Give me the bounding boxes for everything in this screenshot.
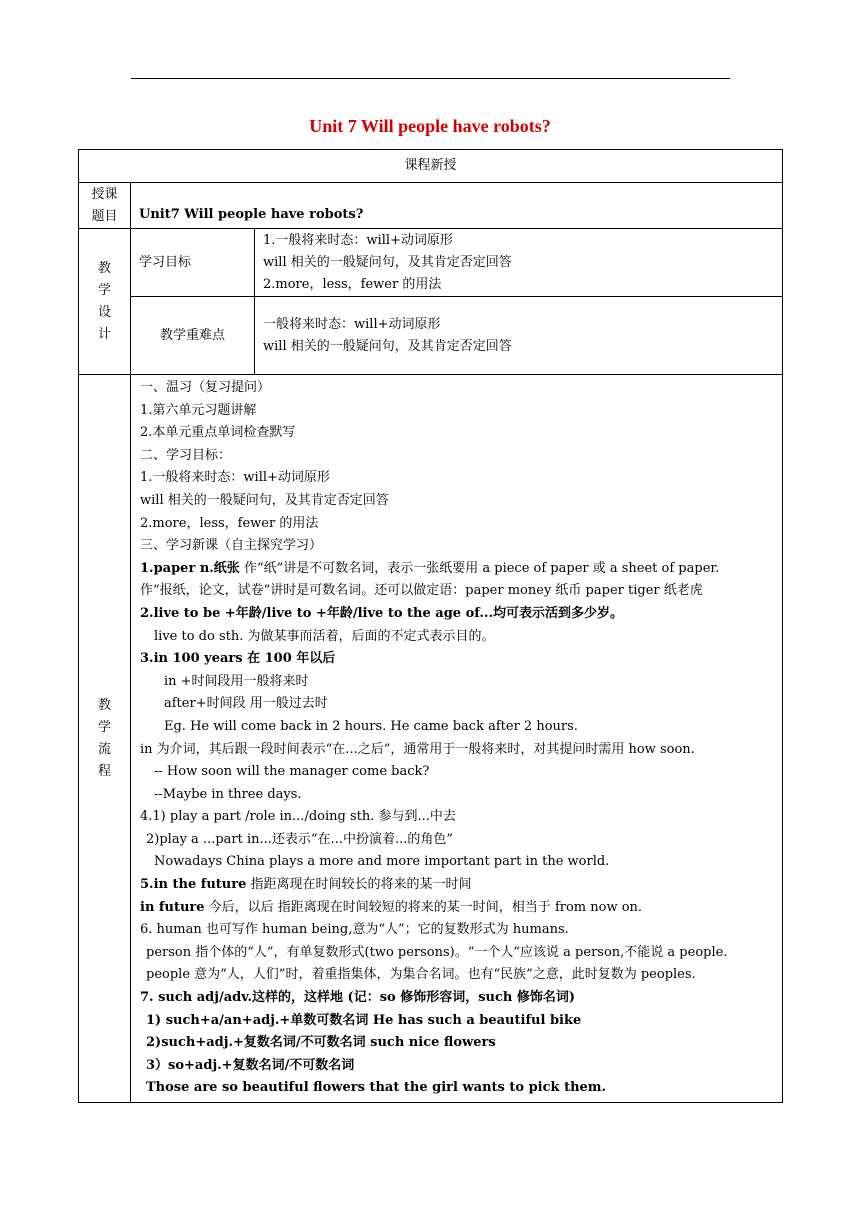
document-title: Unit 7 Will people have robots?: [309, 116, 551, 136]
topic-label-line-1: 授课: [91, 186, 118, 202]
design-label: [79, 229, 131, 375]
design-label-char: 教: [97, 260, 111, 276]
process-line: 3）so+adj.+复数名词/不可数名词: [146, 1057, 355, 1073]
key-point-line: will 相关的一般疑问句，及其肯定否定回答: [263, 338, 512, 354]
process-line: 1.第六单元习题讲解: [140, 402, 257, 418]
process-label: [79, 375, 131, 1103]
process-line: 一、温习（复习提问）: [140, 380, 271, 395]
process-line: 2.本单元重点单词检查默写: [140, 425, 296, 441]
process-line: after+时间段 用一般过去时: [164, 696, 328, 712]
key-point-line: 一般将来时态：will+动词原形: [263, 316, 441, 332]
process-line: person 指个体的“人”，有单复数形式(two persons)。“一个人”应该说 a person,不能说 a people.: [146, 944, 728, 960]
process-label-char: 教: [97, 697, 111, 713]
process-line: 三、学习新课（自主探究学习）: [140, 538, 323, 554]
process-line: [140, 874, 778, 897]
objective-line: 1.一般将来时态：will+动词原形: [263, 232, 453, 248]
process-line-rest: 今后，以后 指距离现在时间较短的将来的某一时间，相当于 from now on.: [204, 899, 643, 915]
objectives-content: [255, 229, 783, 297]
process-line-lead: 1.paper n.纸张: [140, 560, 240, 576]
process-line-rest: 作“纸”讲是不可数名词，表示一张纸要用 a piece of paper 或 a sheet of paper.: [239, 560, 720, 576]
process-line: in +时间段用一般将来时: [164, 673, 309, 689]
process-label-char: 程: [97, 763, 111, 779]
process-line: 2)play a ...part in...还表示“在...中扮演着...的角色”: [146, 831, 453, 847]
process-line-rest: 指距离现在时间较长的将来的某一时间: [246, 877, 472, 893]
design-label-char: 学: [97, 282, 111, 298]
process-line: people 意为“人，人们”时，着重指集体，为集合名词。也有“民族”之意，此时复数为 peoples.: [146, 967, 696, 983]
key-points-content: [255, 297, 783, 375]
process-line: 1.一般将来时态：will+动词原形: [140, 470, 330, 486]
topic-label: [79, 183, 131, 229]
topic-label-line-2: 题目: [91, 208, 118, 224]
objectives-label: 学习目标: [131, 229, 255, 297]
process-label-char: 流: [97, 741, 111, 757]
process-line: in 为介词，其后跟一段时间表示“在...之后”，通常用于一般将来时，对其提问时需用 how soon.: [140, 741, 695, 757]
process-line: 2.more，less，fewer 的用法: [140, 515, 319, 531]
process-line: [140, 558, 778, 581]
process-row: [79, 375, 783, 1103]
process-line: live to do sth. 为做某事而活着，后面的不定式表示目的。: [154, 628, 495, 644]
process-line: 4.1) play a part /role in.../doing sth. 参与到...中去: [140, 809, 456, 825]
objective-line: will 相关的一般疑问句，及其肯定否定回答: [263, 254, 512, 270]
process-line: 2.live to be +年龄/live to +年龄/live to the age of...均可表示活到多少岁。: [140, 605, 623, 621]
process-content: [131, 375, 783, 1103]
objectives-row: [79, 229, 783, 297]
process-line-lead: 5.in the future: [140, 877, 247, 893]
objective-line: 2.more，less，fewer 的用法: [263, 276, 442, 292]
process-line: Those are so beautiful flowers that the girl wants to pick them.: [146, 1080, 607, 1096]
process-line: Eg. He will come back in 2 hours. He came back after 2 hours.: [164, 718, 578, 734]
design-label-char: 设: [97, 304, 111, 320]
process-line: --Maybe in three days.: [154, 786, 302, 802]
process-line: -- How soon will the manager come back?: [154, 764, 430, 780]
key-points-row: [79, 297, 783, 375]
process-line: 7. such adj/adv.这样的，这样地 (记：so 修饰形容词，such 修饰名词): [140, 990, 576, 1006]
header-rule: [131, 78, 730, 79]
section-header: 课程新授: [79, 150, 783, 183]
key-points-label: 教学重难点: [131, 297, 255, 375]
process-line: 作“报纸，论文，试卷”讲时是可数名词。还可以做定语：paper money 纸币 paper tiger 纸老虎: [140, 583, 703, 599]
process-line: will 相关的一般疑问句，及其肯定否定回答: [140, 492, 389, 508]
process-label-char: 学: [97, 719, 111, 735]
process-line: [140, 897, 778, 920]
section-header-row: [79, 150, 783, 183]
process-line: 2)such+adj.+复数名词/不可数名词 such nice flowers: [146, 1035, 496, 1051]
design-label-char: 计: [97, 326, 111, 342]
process-line: 3.in 100 years 在 100 年以后: [140, 651, 336, 667]
process-line: 二、学习目标：: [140, 447, 232, 463]
process-line: 1) such+a/an+adj.+单数可数名词 He has such a beautiful bike: [146, 1012, 582, 1028]
process-line: Nowadays China plays a more and more important part in the world.: [154, 854, 610, 870]
topic-value: Unit7 Will people have robots?: [131, 183, 783, 229]
process-line: 6. human 也可写作 human being,意为“人”；它的复数形式为 humans.: [140, 922, 569, 938]
process-line-lead: in future: [140, 899, 205, 915]
topic-row: [79, 183, 783, 229]
lesson-plan-table: [78, 149, 783, 1103]
